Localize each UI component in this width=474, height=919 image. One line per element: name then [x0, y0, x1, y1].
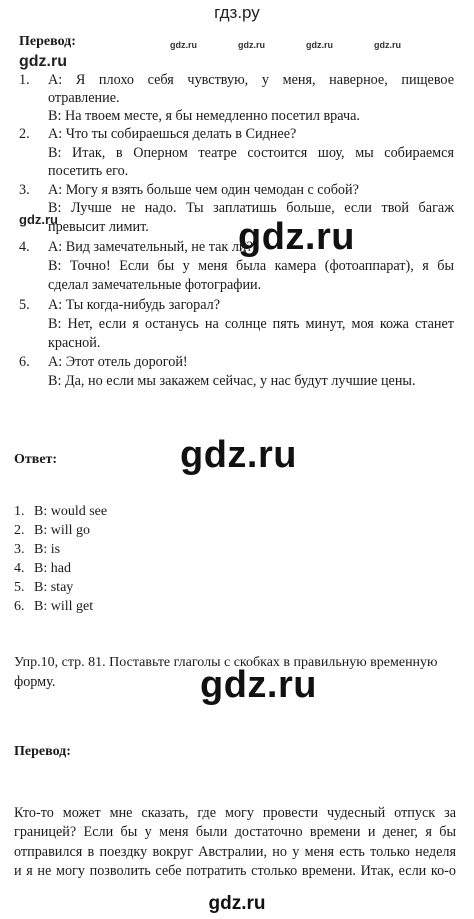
- paragraph-line: и я не могу позволить себе потратить столько времени. Итак, если ко-о: [14, 863, 456, 879]
- translation-heading: Перевод:: [19, 34, 76, 49]
- watermark-small: gdz.ru: [374, 40, 401, 50]
- dialog-line: B: Да, но если мы закажем сейчас, у нас будут лучшие цены.: [48, 373, 416, 389]
- answer-text: B: is: [34, 542, 61, 557]
- dialog-line: B: Итак, в Оперном театре состоится шоу, мы собираемся: [48, 145, 454, 161]
- watermark-small: gdz.ru: [238, 40, 265, 50]
- dialog-number: 4.: [19, 239, 30, 255]
- watermark-small: gdz.ru: [306, 40, 333, 50]
- dialog-number: 1.: [19, 72, 30, 88]
- dialog-number: 5.: [19, 297, 30, 313]
- watermark-large: gdz.ru: [200, 664, 317, 706]
- answer-text: B: will go: [34, 523, 91, 538]
- dialog-line: сделал замечательные фотографии.: [48, 277, 262, 293]
- answer-number: 6.: [14, 599, 25, 614]
- answer-text: B: stay: [34, 580, 74, 595]
- dialog-line: посетить его.: [48, 163, 129, 179]
- dialog-line: B: Нет, если я останусь на солнце пять минут, моя кожа станет: [48, 316, 454, 332]
- dialog-number: 6.: [19, 354, 30, 370]
- site-title: гдз.ру: [214, 3, 260, 22]
- translation-heading-2: Перевод:: [14, 744, 71, 759]
- answer-number: 3.: [14, 542, 25, 557]
- answer-number: 4.: [14, 561, 25, 576]
- watermark-large: gdz.ru: [238, 216, 355, 258]
- dialog-line: A: Ты когда-нибудь загорал?: [48, 297, 221, 313]
- dialog-line: B: Лучше не надо. Ты заплатишь больше, если твой багаж: [48, 200, 454, 216]
- dialog-line: красной.: [48, 335, 101, 351]
- watermark-small: gdz.ru: [170, 40, 197, 50]
- watermark-medium: gdz.ru: [19, 212, 58, 227]
- answer-number: 1.: [14, 504, 25, 519]
- dialog-line: отравление.: [48, 90, 120, 106]
- dialog-number: 3.: [19, 182, 30, 198]
- dialog-line: превысит лимит.: [48, 219, 149, 235]
- answer-heading: Ответ:: [14, 452, 58, 467]
- answer-number: 2.: [14, 523, 25, 538]
- answer-text: B: will get: [34, 599, 94, 614]
- exercise-instruction: Упр.10, стр. 81. Поставьте глаголы с скобках в правильную временную: [14, 655, 438, 670]
- answer-text: B: had: [34, 561, 71, 576]
- paragraph-line: границей? Если бы у меня были достаточно времени и денег, я бы: [14, 824, 456, 840]
- watermark-large: gdz.ru: [180, 434, 297, 476]
- dialog-line: B: На твоем месте, я бы немедленно посетил врача.: [48, 108, 360, 124]
- dialog-line: A: Что ты собираешься делать в Сиднее?: [48, 126, 297, 142]
- dialog-line: A: Могу я взять больше чем один чемодан с собой?: [48, 182, 359, 198]
- dialog-line: A: Вид замечательный, не так ли?: [48, 239, 253, 255]
- dialog-number: 2.: [19, 126, 30, 142]
- paragraph-line: Кто-то может мне сказать, где могу провести чудесный отпуск за: [14, 805, 456, 821]
- watermark-footer: gdz.ru: [208, 893, 266, 914]
- exercise-instruction-cont: форму.: [14, 674, 56, 690]
- paragraph-line: отправился в поездку вокруг Австралии, но у меня есть только неделя: [14, 844, 456, 860]
- answer-number: 5.: [14, 580, 25, 595]
- dialog-line: A: Этот отель дорогой!: [48, 354, 188, 370]
- dialog-line: B: Точно! Если бы у меня была камера (фотоаппарат), я бы: [48, 258, 454, 274]
- dialog-line: A: Я плохо себя чувствую, у меня, наверное, пищевое: [48, 72, 454, 88]
- answer-text: B: would see: [34, 504, 108, 519]
- watermark-medium: gdz.ru: [19, 53, 67, 70]
